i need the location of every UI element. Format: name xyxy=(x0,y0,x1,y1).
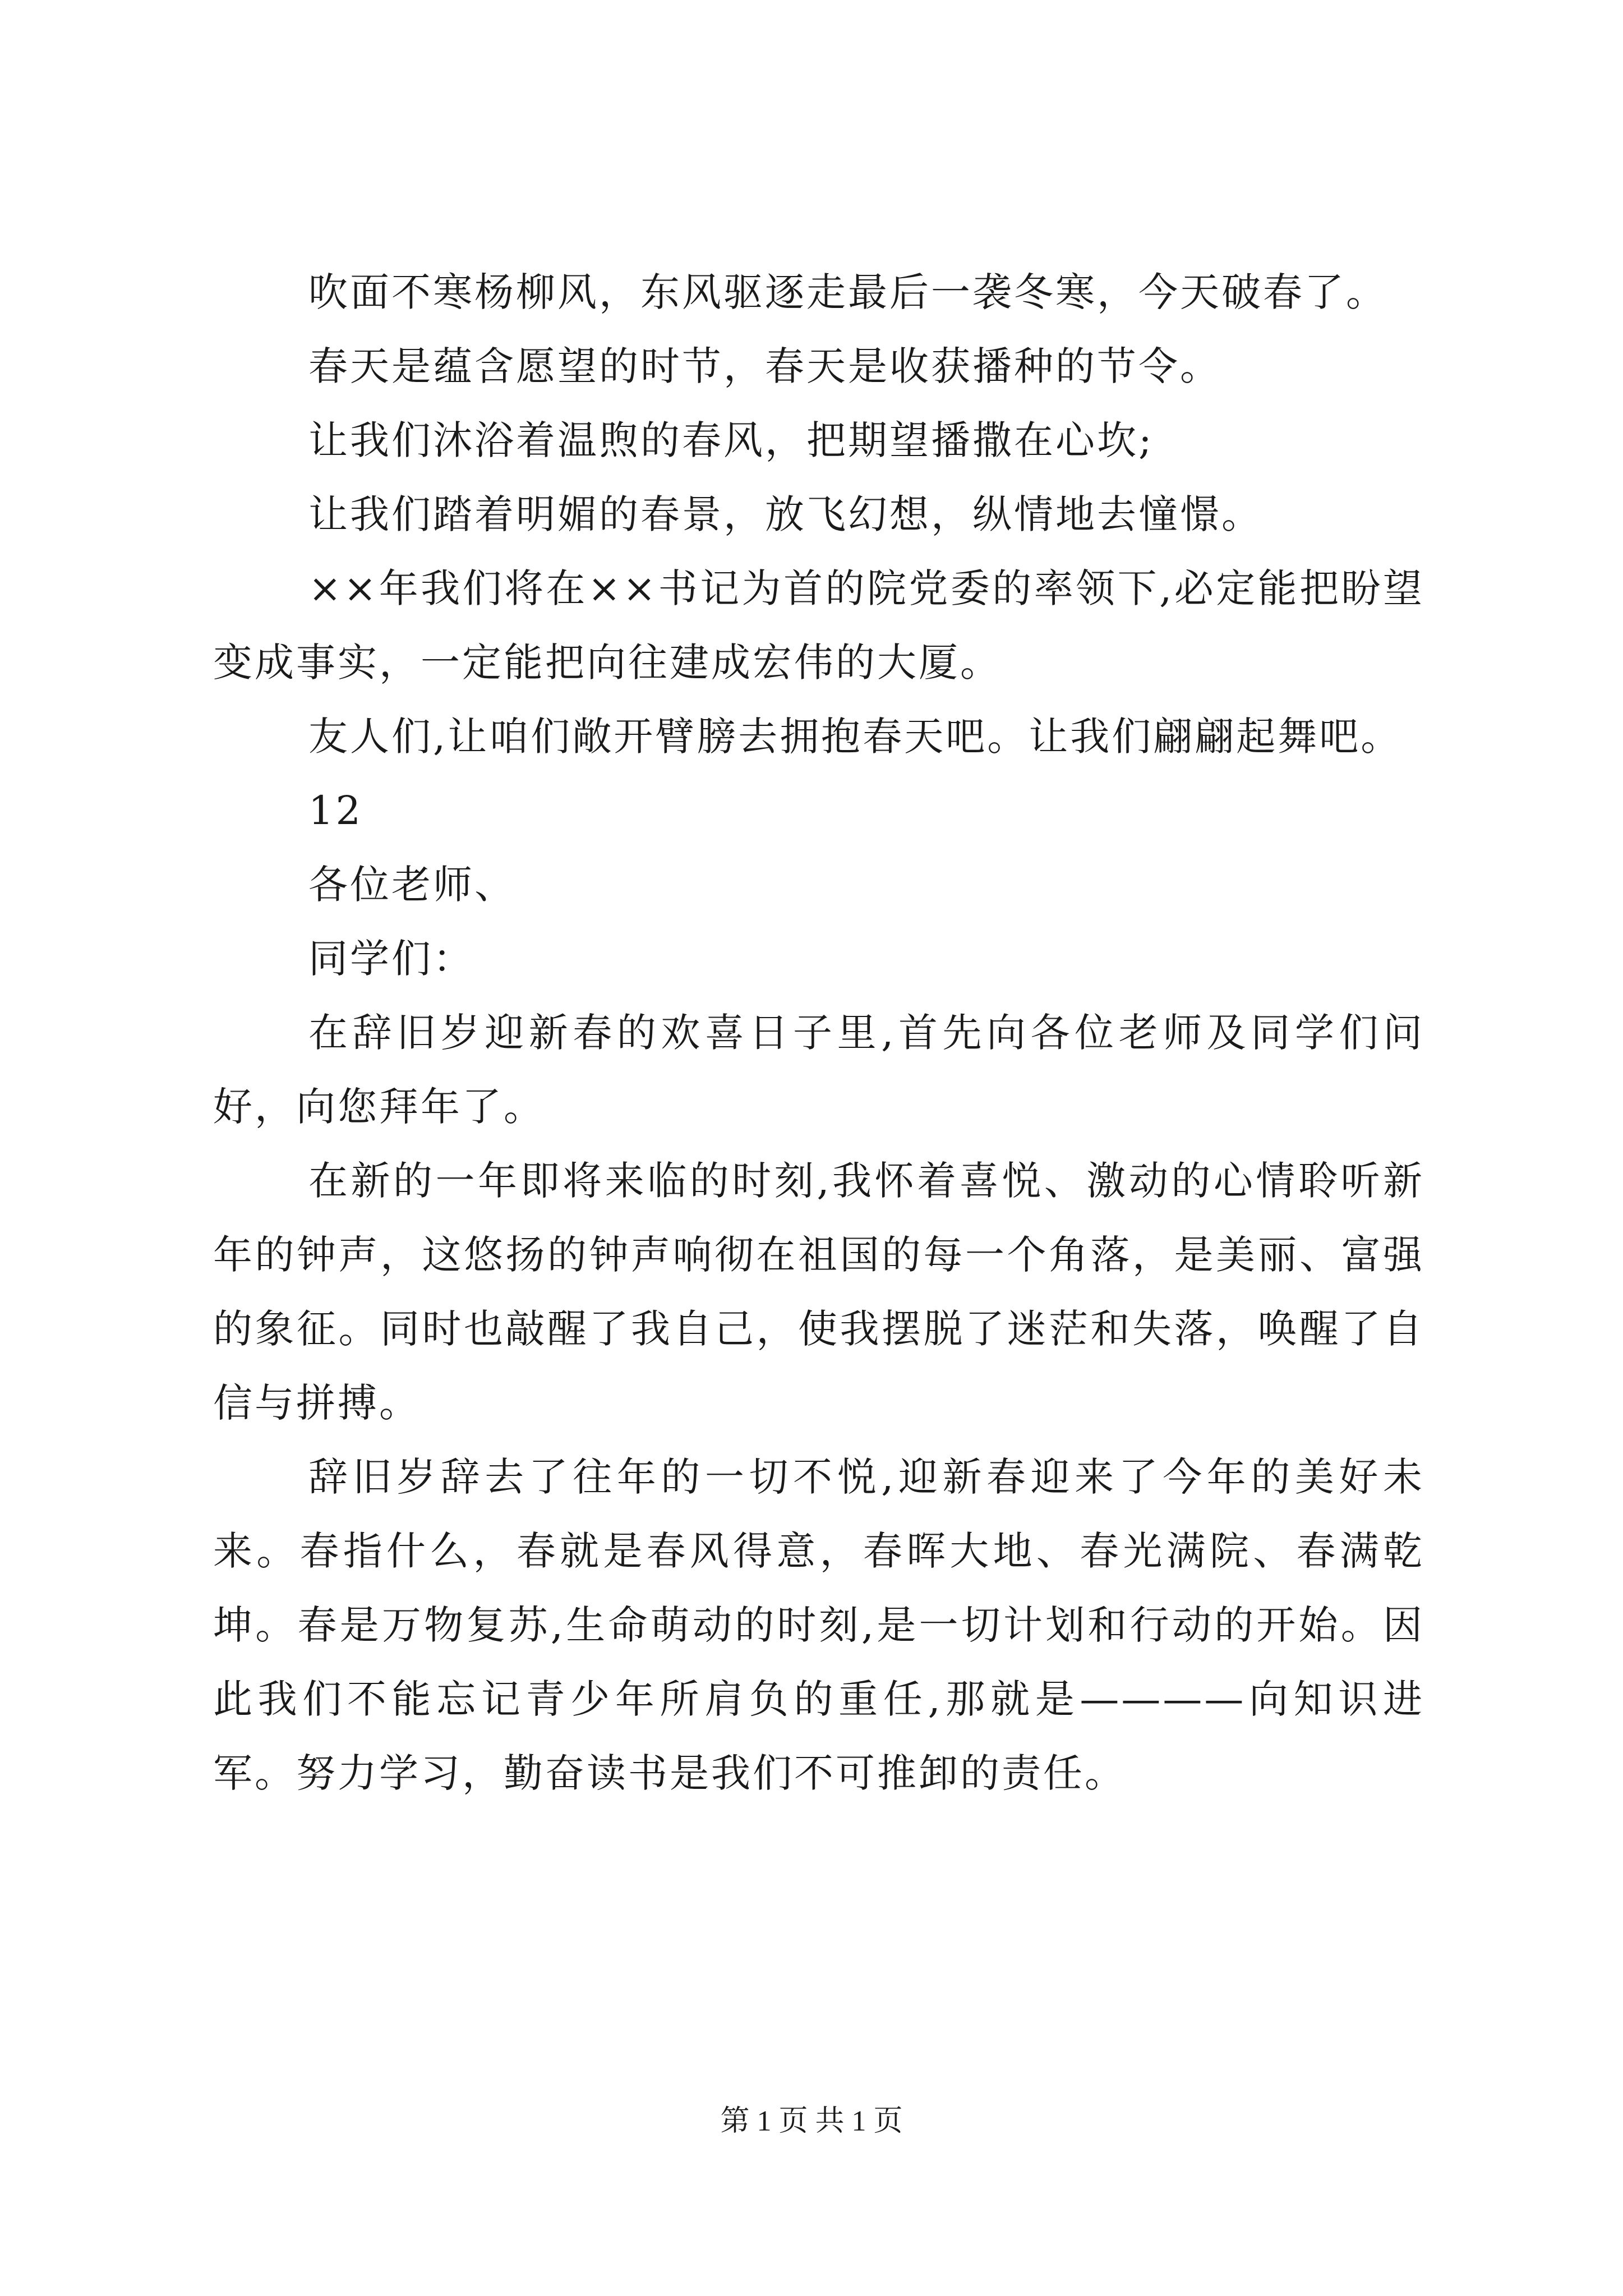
paragraph: 让我们踏着明媚的春景，放飞幻想，纵情地去憧憬。 xyxy=(308,491,1263,537)
paragraph: 让我们沐浴着温煦的春风，把期望播撒在心坎; xyxy=(308,417,1154,463)
page-footer: 第 1 页 共 1 页 xyxy=(720,2105,903,2137)
paragraph: 辞旧岁辞去了往年的一切不悦,迎新春迎来了今年的美好未来。春指什么，春就是春风得意，春晖大地、春光满院、春满乾坤。春是万物复苏,生命萌动的时刻,是一切计划和行动的开始。因此我们不能忘记青少年所肩负的重任,那就是————向知识进军。努力学习，勤奋读书是我们不可推卸的责任。 xyxy=(213,1454,1424,1796)
paragraph: 春天是蕴含愿望的时节，春天是收获播种的节令。 xyxy=(308,343,1221,389)
paragraph: 在辞旧岁迎新春的欢喜日子里,首先向各位老师及同学们问好，向您拜年了。 xyxy=(213,1010,1424,1130)
section-number: 12 xyxy=(308,788,363,834)
paragraph: ××年我们将在××书记为首的院党委的率领下,必定能把盼望变成事实，一定能把向往建成宏伟的大厦。 xyxy=(213,565,1424,685)
paragraph: 吹面不寒杨柳风，东风驱逐走最后一袭冬寒，今天破春了。 xyxy=(308,269,1387,315)
document-body xyxy=(213,255,1424,1810)
paragraph: 在新的一年即将来临的时刻,我怀着喜悦、激动的心情聆听新年的钟声，这悠扬的钟声响彻在祖国的每一个角落，是美丽、富强的象征。同时也敲醒了我自己，使我摆脱了迷茫和失落，唤醒了自信与拼搏。 xyxy=(213,1158,1424,1426)
salutation: 同学们： xyxy=(308,936,474,982)
paragraph: 友人们,让咱们敞开臂膀去拥抱春天吧。让我们翩翩起舞吧。 xyxy=(308,714,1403,760)
salutation: 各位老师、 xyxy=(308,862,516,908)
